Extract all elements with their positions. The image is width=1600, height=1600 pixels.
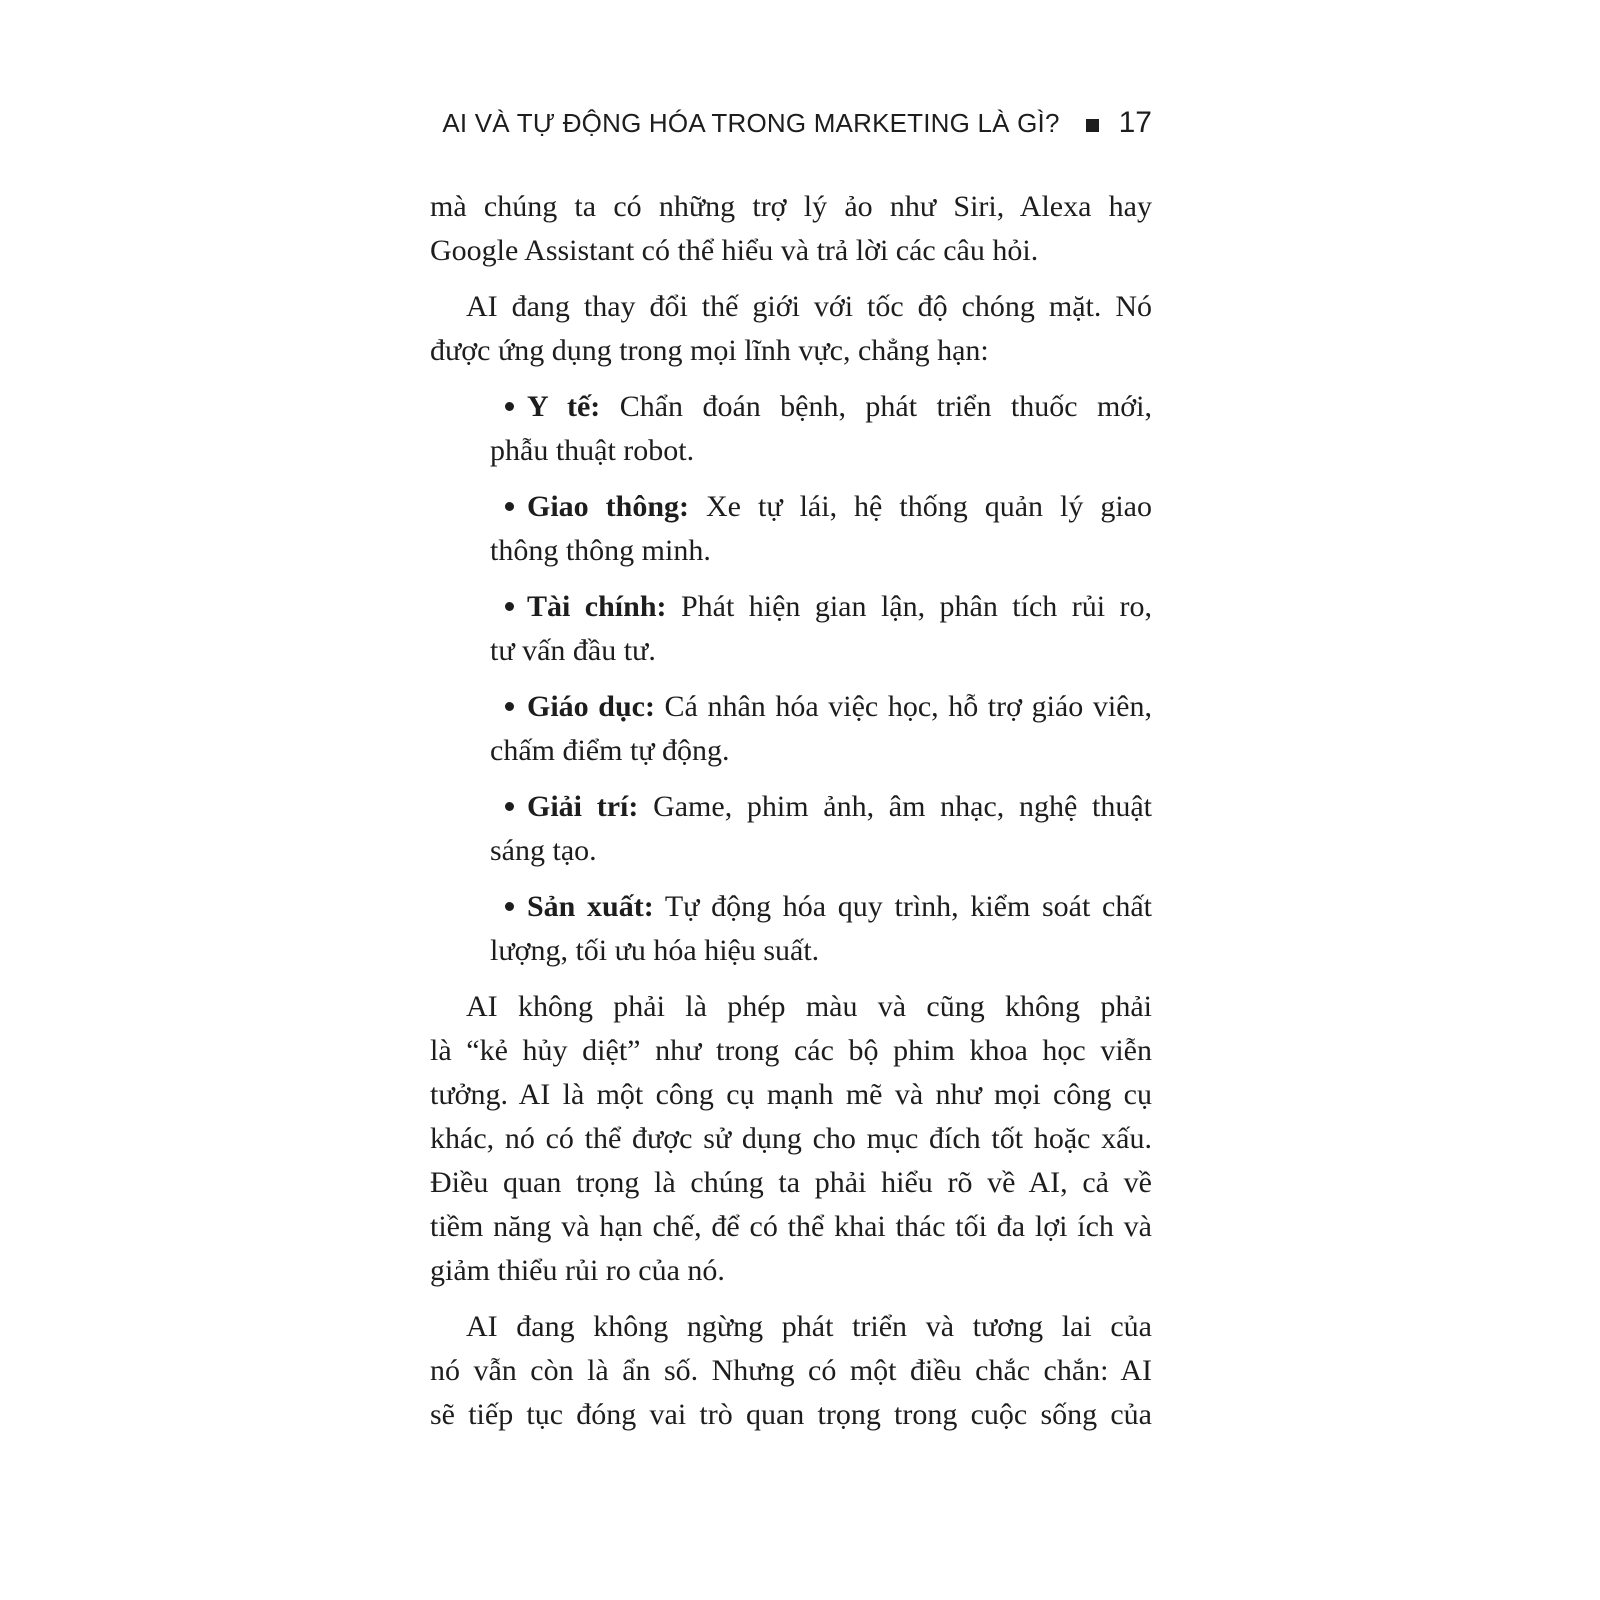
bullet-dot-icon xyxy=(505,602,514,611)
bullet-text: Xe tự lái, hệ thống quản lý giao xyxy=(706,490,1152,523)
bullet-dot-icon xyxy=(505,902,514,911)
text-line: là “kẻ hủy diệt” như trong các bộ phim khoa học viễn xyxy=(430,1034,1152,1067)
text-line: được ứng dụng trong mọi lĩnh vực, chẳng hạn: xyxy=(430,334,989,367)
text-line: sẽ tiếp tục đóng vai trò quan trọng trong cuộc sống của xyxy=(430,1398,1152,1431)
page-text xyxy=(430,185,1152,1449)
list-item-y-te xyxy=(430,385,1152,473)
paragraph-3 xyxy=(430,985,1152,1293)
text-line: tiềm năng và hạn chế, để có thể khai thác tối đa lợi ích và xyxy=(430,1210,1152,1243)
text-line: phẫu thuật robot. xyxy=(490,434,695,467)
text-line: nó vẫn còn là ẩn số. Nhưng có một điều chắc chắn: AI xyxy=(430,1354,1152,1387)
bullet-term: Y tế: xyxy=(527,390,601,423)
paragraph-1 xyxy=(430,185,1152,273)
bullet-term: Tài chính: xyxy=(527,590,667,623)
square-bullet-icon xyxy=(1086,119,1099,132)
bullet-dot-icon xyxy=(505,502,514,511)
text-line: mà chúng ta có những trợ lý ảo như Siri, Alexa hay xyxy=(430,190,1152,223)
text-line: Google Assistant có thể hiểu và trả lời các câu hỏi. xyxy=(430,234,1039,267)
list-item-tai-chinh xyxy=(430,585,1152,673)
bullet-text: Cá nhân hóa việc học, hỗ trợ giáo viên, xyxy=(664,690,1152,723)
text-line: giảm thiểu rủi ro của nó. xyxy=(430,1254,725,1287)
text-line: Điều quan trọng là chúng ta phải hiểu rõ về AI, cả về xyxy=(430,1166,1152,1199)
list-item-san-xuat xyxy=(430,885,1152,973)
paragraph-2 xyxy=(430,285,1152,373)
text-line xyxy=(527,385,1152,429)
bullet-text: Chẩn đoán bệnh, phát triển thuốc mới, xyxy=(619,390,1152,423)
text-line: tư vấn đầu tư. xyxy=(490,634,656,667)
list-item-giao-duc xyxy=(430,685,1152,773)
text-line: AI không phải là phép màu và cũng không phải xyxy=(466,990,1152,1023)
list-item-giao-thong xyxy=(430,485,1152,573)
bullet-dot-icon xyxy=(505,402,514,411)
bullet-term: Giải trí: xyxy=(527,790,639,823)
text-line: sáng tạo. xyxy=(490,834,597,867)
running-header xyxy=(430,106,1152,140)
bullet-term: Giáo dục: xyxy=(527,690,655,723)
text-line: chấm điểm tự động. xyxy=(490,734,730,767)
text-line: khác, nó có thể được sử dụng cho mục đích tốt hoặc xấu. xyxy=(430,1122,1152,1155)
bullet-text: Phát hiện gian lận, phân tích rủi ro, xyxy=(680,590,1153,623)
text-line: thông thông minh. xyxy=(490,534,711,567)
text-line xyxy=(527,585,1152,629)
bullet-list xyxy=(430,385,1152,973)
bullet-text: Tự động hóa quy trình, kiểm soát chất xyxy=(664,890,1152,923)
paragraph-4 xyxy=(430,1305,1152,1437)
text-line: AI đang thay đổi thế giới với tốc độ chóng mặt. Nó xyxy=(466,290,1152,323)
text-line: tưởng. AI là một công cụ mạnh mẽ và như mọi công cụ xyxy=(430,1078,1152,1111)
text-line xyxy=(527,685,1152,729)
text-line: AI đang không ngừng phát triển và tương lai của xyxy=(466,1310,1152,1343)
text-line xyxy=(527,485,1152,529)
text-line xyxy=(527,785,1152,829)
bullet-term: Sản xuất: xyxy=(527,890,654,923)
chapter-title: AI VÀ TỰ ĐỘNG HÓA TRONG MARKETING LÀ GÌ? xyxy=(442,108,1060,138)
bullet-dot-icon xyxy=(505,802,514,811)
bullet-term: Giao thông: xyxy=(527,490,690,523)
list-item-giai-tri xyxy=(430,785,1152,873)
page-number: 17 xyxy=(1118,106,1152,139)
text-line: lượng, tối ưu hóa hiệu suất. xyxy=(490,934,820,967)
bullet-text: Game, phim ảnh, âm nhạc, nghệ thuật xyxy=(653,790,1153,823)
text-line xyxy=(527,885,1152,929)
bullet-dot-icon xyxy=(505,702,514,711)
